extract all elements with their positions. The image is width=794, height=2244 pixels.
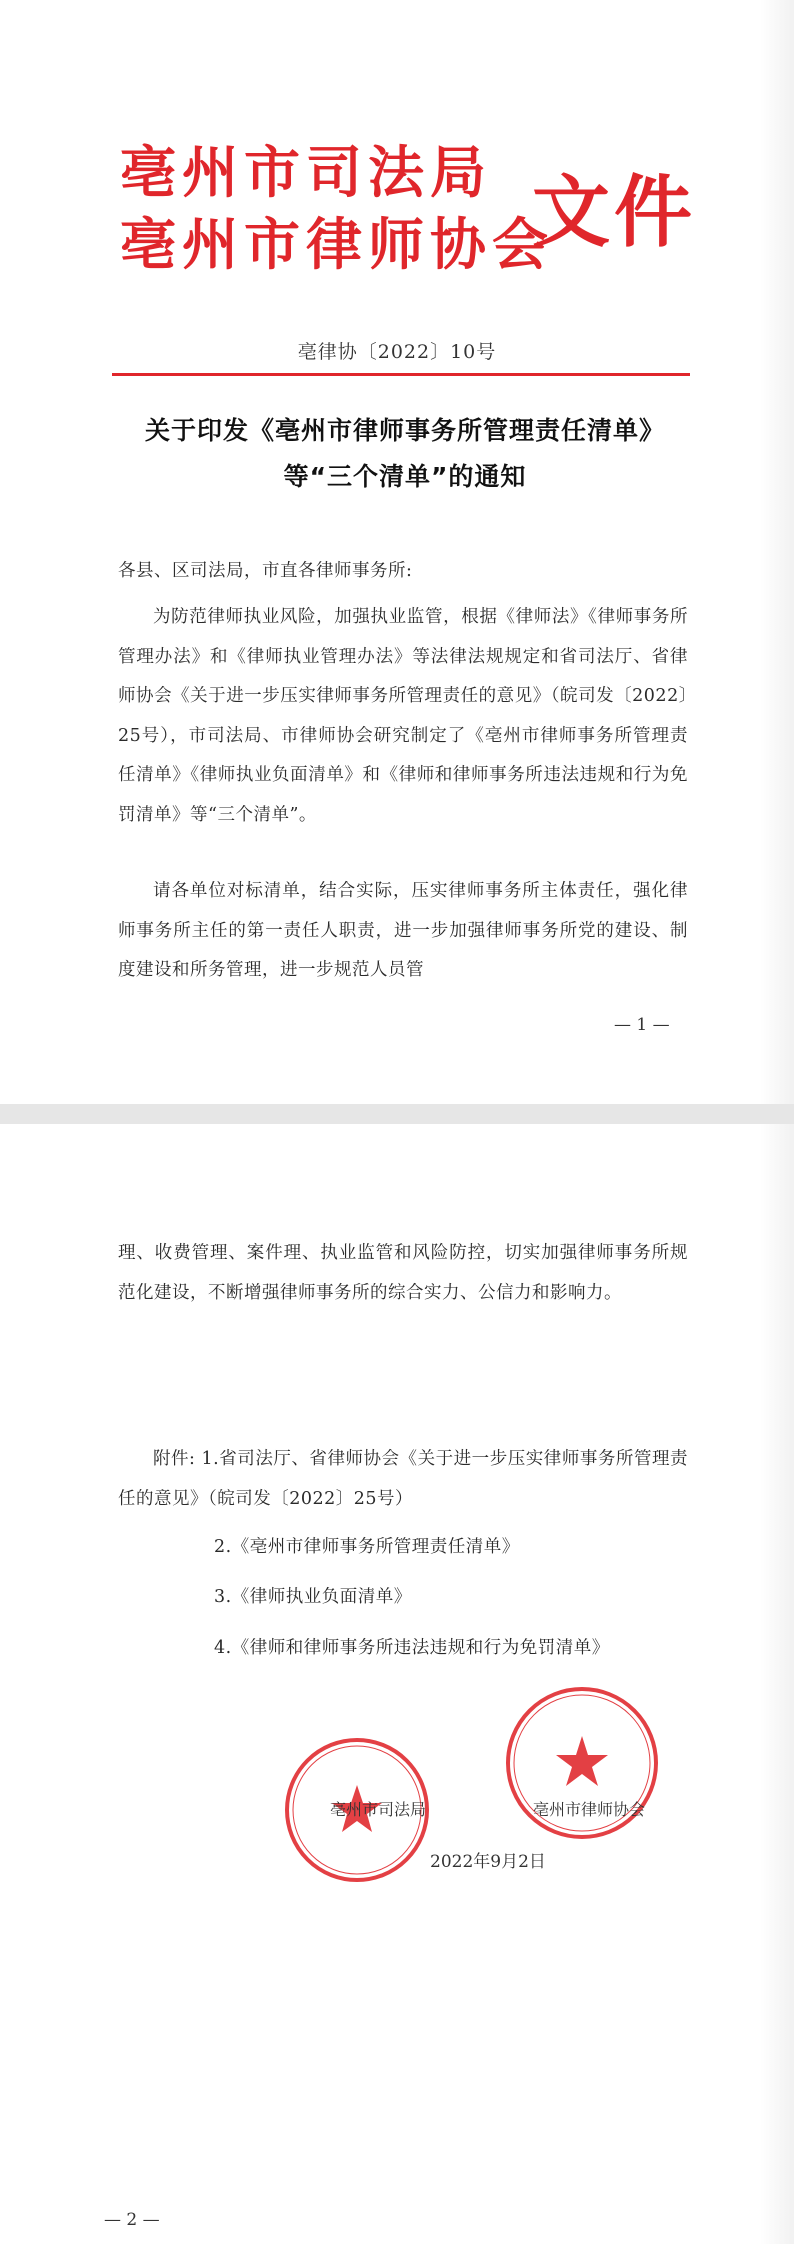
attachment-item-2: 2.《亳州市律师事务所管理责任清单》 xyxy=(214,1537,520,1557)
document-page-2 xyxy=(0,1124,794,2244)
attachment-item-3: 3.《律师执业负面清单》 xyxy=(214,1587,412,1607)
page-number-2: — 2 — xyxy=(104,2210,160,2230)
attachment-item-1: 附件: 1.省司法厅、省律师协会《关于进一步压实律师事务所管理责任的意见》（皖司发〔2022〕25号） xyxy=(118,1449,688,1509)
document-title: 关于印发《亳州市律师事务所管理责任清单》等“三个清单”的通知 xyxy=(144,416,665,491)
document-header-suffix: 文件 xyxy=(532,168,697,258)
body-paragraph-3: 理、收费管理、案件理、执业监管和风险防控，切实加强律师事务所规范化建设，不断增强律师事务所的综合实力、公信力和影响力。 xyxy=(118,1243,688,1303)
document-number: 亳律协〔2022〕10号 xyxy=(297,341,497,363)
signing-date: 2022年9月2日 xyxy=(430,1852,546,1872)
issuer-name-2: 亳州市律师协会 xyxy=(120,213,554,278)
attachment-item-4: 4.《律师和律师事务所违法违规和行为免罚清单》 xyxy=(214,1638,610,1658)
document-page-1 xyxy=(0,0,794,1104)
issuer-name-1: 亳州市司法局 xyxy=(120,141,492,206)
scan-edge-shadow xyxy=(760,0,794,1104)
signer-justice-bureau: 亳州市司法局 xyxy=(330,1800,427,1819)
signer-lawyers-association: 亳州市律师协会 xyxy=(533,1800,646,1819)
salutation: 各县、区司法局，市直各律师事务所: xyxy=(118,561,413,581)
body-paragraph-2: 请各单位对标清单，结合实际，压实律师事务所主体责任，强化律师事务所主任的第一责任人职责，进一步加强律师事务所党的建设、制度建设和所务管理，进一步规范人员管 xyxy=(118,881,688,980)
page-number-1: — 1 — xyxy=(614,1015,670,1035)
scan-edge-shadow-2 xyxy=(760,1124,794,2244)
page-separator xyxy=(0,1104,794,1124)
red-divider xyxy=(112,373,690,376)
body-paragraph-1: 为防范律师执业风险，加强执业监管，根据《律师法》《律师事务所管理办法》和《律师执业管理办法》等法律法规规定和省司法厅、省律师协会《关于进一步压实律师事务所管理责任的意见》（皖司发〔2022〕25号），市司法局、市律师协会研究制定了《亳州市律师事务所管理责任清单》《律师执业负面清单》和《律师和律师事务所违法违规和行为免罚清单》等“三个清单”。 xyxy=(118,607,688,825)
